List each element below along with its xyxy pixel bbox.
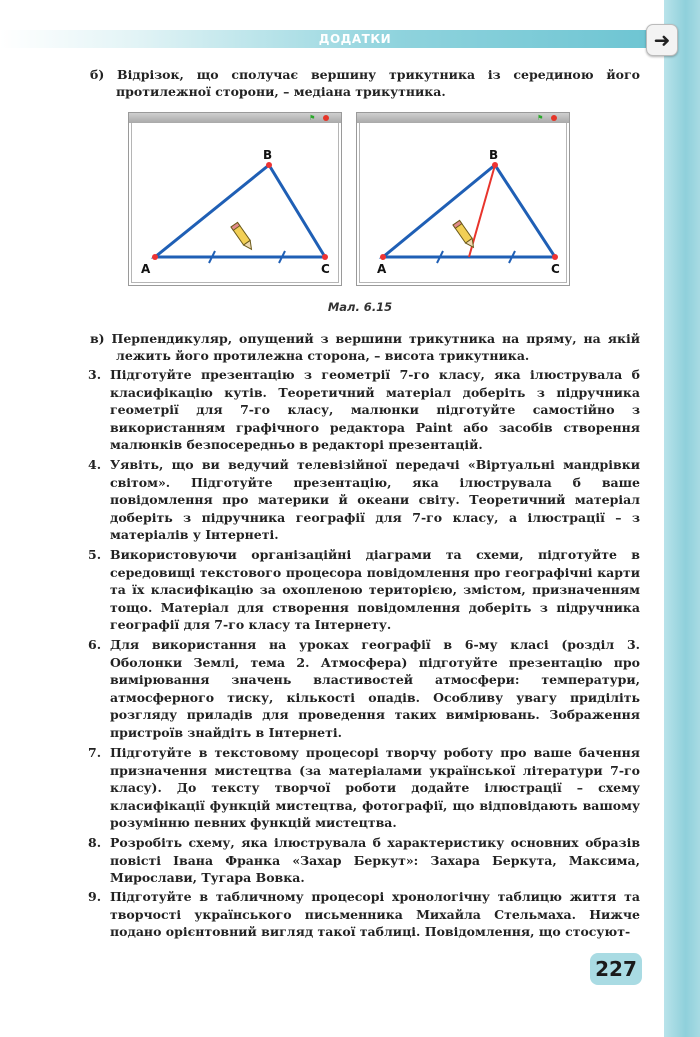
item-number: 9. [88,889,102,904]
label-a: A [141,262,151,276]
label-c: C [321,262,330,276]
item-text: Уявіть, що ви ведучий телевізійної передачі «Віртуальні мандрівки світом». Підготуйте презентацію, яка ілюструвала б ваше повідомлення про материки й океани світу. Теоретичний матеріал доберіть з підручника географії для 7-го класу, а ілюстрації – з матеріалів у Інтернеті. [110,457,640,542]
side-margin-bar [664,0,700,1037]
figure-left-window [128,112,342,286]
pencil-icon [453,220,477,249]
label-a: A [377,262,387,276]
green-flag-icon: ⚑ [309,114,316,122]
list-item [88,744,640,832]
item-text: Підготуйте в табличному процесорі хронологічну таблицю життя та творчості українського письменника Михайла Стельмаха. Нижче подано орієнтовний вигляд такої таблиці. Повідомлення, що стосуют- [110,889,640,939]
label-c: C [551,262,560,276]
arrow-right-icon[interactable]: ➜ [646,24,678,56]
item-number: 3. [88,367,102,382]
item-text: Використовуючи організаційні діаграми та схеми, підготуйте в середовищі текстового процесора повідомлення про географічні карти та їх класифікацію за охопленою територією, змістом, призначенням тощо. Матеріал для створення повідомлення доберіть з підручника географії для 7-го класу та Інтернету. [110,547,640,632]
pencil-icon [231,222,255,251]
paragraph-b: б) Відрізок, що сполучає вершину трикутника із серединою його протилежної сторони, – медіана трикутника. [90,67,640,99]
list-item [88,834,640,887]
item-number: 6. [88,637,102,652]
triangle-median-drawing [357,113,569,285]
item-number: 4. [88,457,102,472]
point-a [152,254,158,260]
point-c [322,254,328,260]
item-number: 8. [88,835,102,850]
point-c [552,254,558,260]
point-a [380,254,386,260]
point-b [492,162,498,168]
figure-right-window [356,112,570,286]
paragraph-v: в) Перпендикуляр, опущений з вершини трикутника на пряму, на якій лежить його протилежна сторона, – висота трикутника. [90,331,640,363]
item-text: Для використання на уроках географії в 6-му класі (розділ 3. Оболонки Землі, тема 2. Атмосфера) підготуйте презентацію про вимірювання значень властивостей атмосфери: температури, атмосферного тиску, кількості опадів. Особливу увагу приділіть розгляду приладів для проведення таких вимірювань. Зображення пристроїв знайдіть в Інтернеті. [110,637,640,740]
item-number: 7. [88,745,102,760]
label-b: B [263,148,273,162]
triangle-drawing [129,113,341,285]
list-item [88,888,640,941]
point-b [266,162,272,168]
list-item [88,366,640,454]
page-number: 227 [590,953,642,985]
list-item [88,636,640,741]
figure-caption: Мал. 6.15 [327,300,393,314]
item-number: 5. [88,547,102,562]
item-text: Підготуйте в текстовому процесорі творчу роботу про ваше бачення призначення мистецтва (за матеріалами української літератури 7-го класу). До тексту творчої роботи додайте ілюстрації – схему класифікації функцій мистецтва, фотографії, що відповідають вашому розумінню певних функцій мистецтва. [110,745,640,830]
label-b: B [489,148,499,162]
item-text: Підготуйте презентацію з геометрії 7-го класу, яка ілюструвала б класифікацію кутів. Теоретичний матеріал доберіть з підручника геометрії для 7-го класу, малюнки підготуйте самостійно з використанням графічного редактора Paint або засобів створення малюнків безпосередньо в редакторі презентацій. [110,367,640,452]
section-title: ДОДАТКИ [318,32,392,46]
item-text: Розробіть схему, яка ілюструвала б характеристику основних образів повісті Івана Франка «Захар Беркут»: Захара Беркута, Максима, Мирослави, Тугара Вовка. [110,835,640,885]
list-item [88,546,640,634]
list-item [88,456,640,544]
triangle-abc [155,165,325,257]
green-flag-icon: ⚑ [537,114,544,122]
